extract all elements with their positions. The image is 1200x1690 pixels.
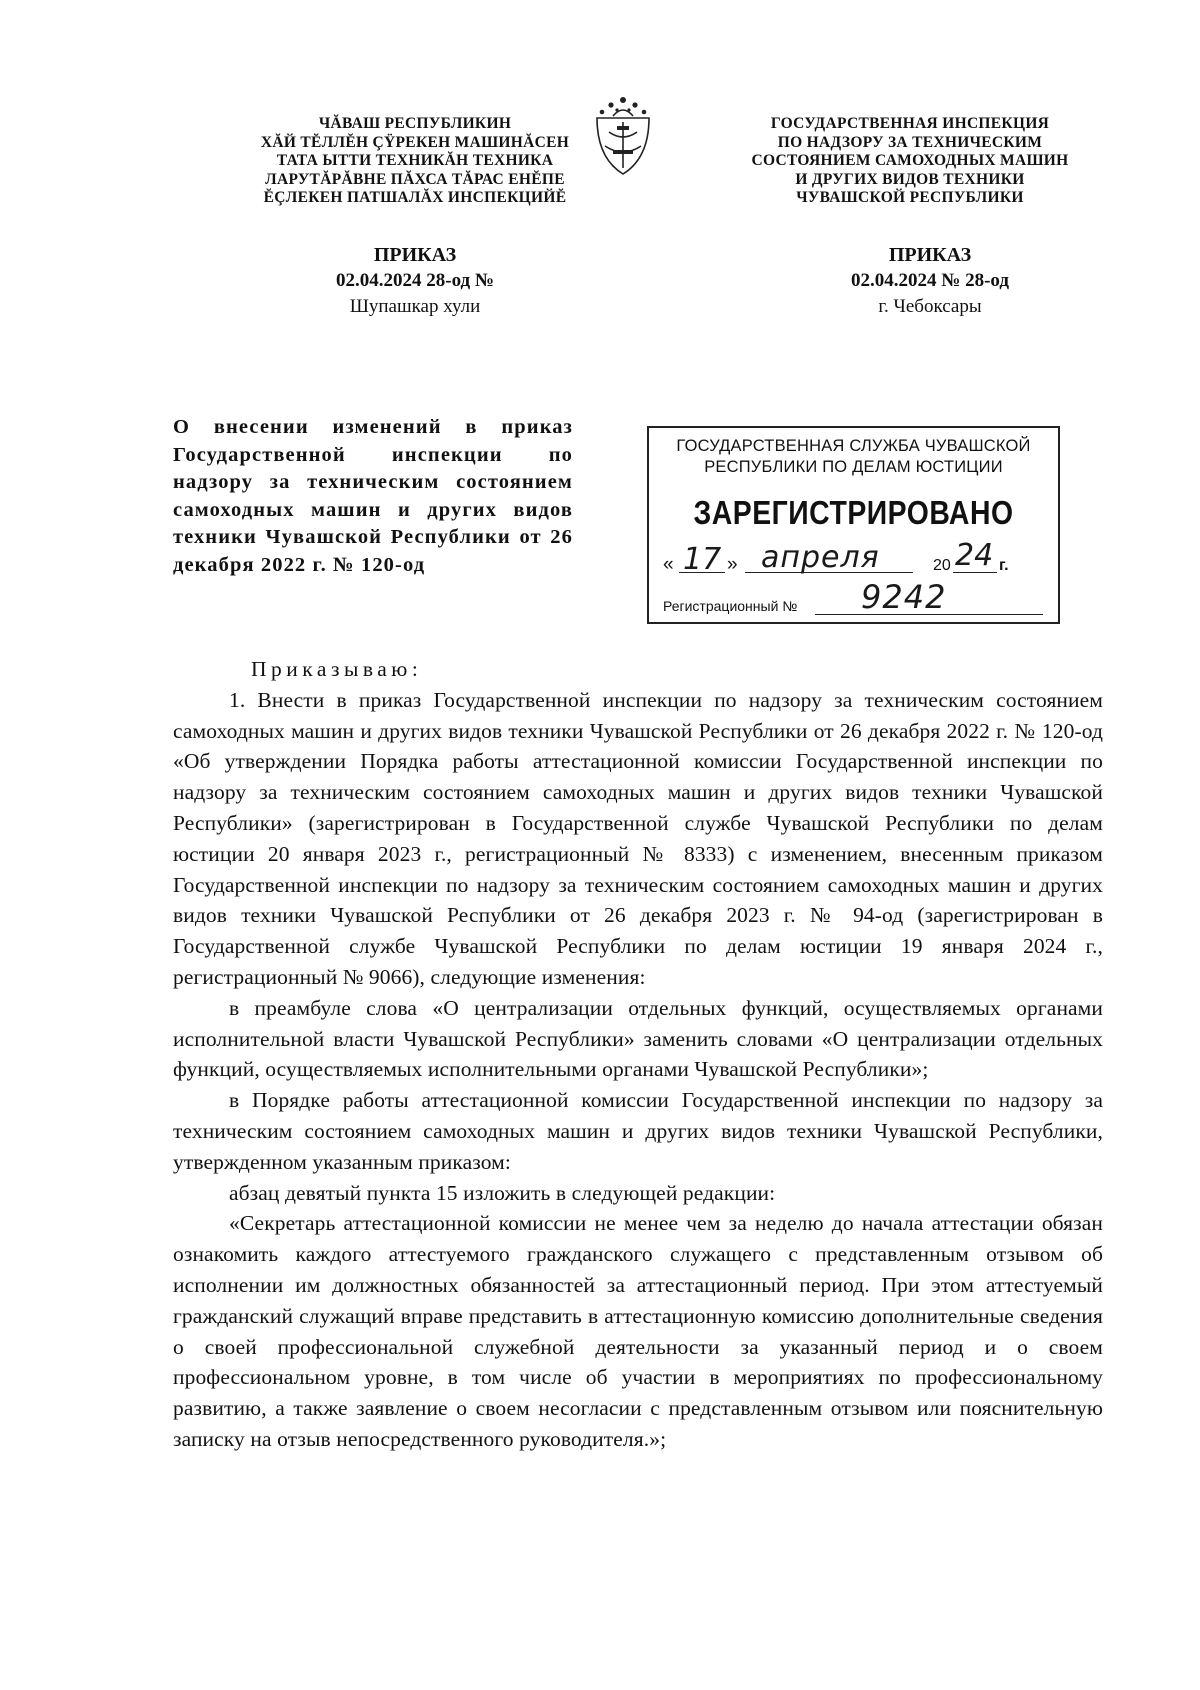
body-paragraph-1: 1. Внести в приказ Государственной инспекции по надзору за техническим состоянием самоходных машин и других видов техники Чувашской Республики от 26 декабря 2022 г. № 120-од «Об утверждении Порядка работы аттестационной комиссии Государственной инспекции по надзору за техническим состоянием самоходных машин и других видов техники Чувашской Республики» (зарегистрирован в Государственной службе Чувашской Республики по делам юстиции 20 января 2023 г., регистрационный № 8333) с изменением, внесенным приказом Государственной инспекции по надзору за техническим состоянием самоходных машин и других видов техники Чувашской Республики от 26 декабря 2023 г. № 94-од (зарегистрирован в Государственной службе Чувашской Республики по делам юстиции 19 января 2024 г., регистрационный № 9066), следующие изменения: bbox=[173, 687, 1103, 989]
header-russian-agency-name: ГОСУДАРСТВЕННАЯ ИНСПЕКЦИЯ ПО НАДЗОРУ ЗА ТЕХНИЧЕСКИМ СОСТОЯНИЕМ САМОХОДНЫХ МАШИН И ДРУГИХ ВИДОВ ТЕХНИКИ ЧУВАШСКОЙ РЕСПУБЛИКИ bbox=[751, 115, 1069, 206]
order-date-number: 02.04.2024 № 28-од bbox=[851, 270, 1009, 291]
order-city: Шупашкар хули bbox=[349, 296, 481, 317]
order-directive: Приказываю: bbox=[251, 657, 423, 681]
stamp-reg-label: Регистрационный № bbox=[663, 598, 798, 614]
stamp-year-handwritten: 24 bbox=[955, 538, 994, 573]
body-paragraph-5: «Секретарь аттестационной комиссии не менее чем за неделю до начала аттестации обязан ознакомить каждого аттестуемого гражданского служащего с представленным отзывом об исполнении им должностных обязанностей за аттестационный период. При этом аттестуемый гражданский служащий вправе представить в аттестационную комиссию дополнительные сведения о своей профессиональной служебной деятельности за указанный период и о своем профессиональном уровне, в том числе об участии в мероприятиях по профессиональному развитию, а также заявление о своем несогласии с представленным отзывом или пояснительную записку на отзыв непосредственного руководителя.»; bbox=[173, 1211, 1103, 1451]
order-title: ПРИКАЗ bbox=[373, 244, 457, 266]
stamp-close-quote: » bbox=[727, 554, 738, 575]
stamp-month-handwritten: апреля bbox=[761, 540, 880, 575]
order-date-number: 02.04.2024 28-од № bbox=[336, 270, 494, 291]
order-city: г. Чебоксары bbox=[878, 296, 982, 317]
stamp-year-prefix: 20 bbox=[933, 557, 951, 574]
stamp-year-unit: г. bbox=[999, 557, 1009, 574]
body-paragraph-3: в Порядке работы аттестационной комиссии Государственной инспекции по надзору за техническим состоянием самоходных машин и других видов техники Чувашской Республики, утвержденном указанным приказом: bbox=[173, 1088, 1103, 1174]
stamp-regnum-handwritten: 9242 bbox=[861, 578, 947, 616]
header-chuvash-agency-name: ЧĂВАШ РЕСПУБЛИКИН ХĂЙ ТĔЛЛĔН ÇŸРЕКЕН МАШИНĂСЕН ТАТА ЫТТИ ТЕХНИКĂН ТЕХНИКА ЛАРУТĂРĂВНЕ ПĂХСА ТĂРАС ЕНĔПЕ ĔÇЛЕКЕН ПАТШАЛĂХ ИНСПЕКЦИЙĔ bbox=[260, 115, 570, 206]
stamp-date-row bbox=[663, 538, 1048, 580]
stamp-agency: ГОСУДАРСТВЕННАЯ СЛУЖБА ЧУВАШСКОЙ РЕСПУБЛИКИ ПО ДЕЛАМ ЮСТИЦИИ bbox=[676, 437, 1031, 476]
body-paragraph-2: в преамбуле слова «О централизации отдельных функций, осуществляемых органами исполнительной власти Чувашской Республики» заменить словами «О централизации отдельных функций, осуществляемых исполнительными органами Чувашской Республики»; bbox=[173, 995, 1103, 1082]
registration-stamp bbox=[647, 426, 1060, 624]
order-header-russian bbox=[765, 242, 1095, 320]
order-header-chuvash bbox=[245, 242, 585, 320]
stamp-day-handwritten: 17 bbox=[683, 542, 722, 577]
stamp-registered-label: ЗАРЕГИСТРИРОВАНО bbox=[693, 494, 1014, 531]
order-subject: О внесении изменений в приказ Государственной инспекции по надзору за техническим состоянием самоходных машин и других видов техники Чувашской Республики от 26 декабря 2022 г. № 120-од bbox=[173, 416, 573, 576]
body-paragraph-4: абзац девятый пункта 15 изложить в следующей редакции: bbox=[229, 1180, 776, 1205]
stamp-regnum-row bbox=[663, 578, 1048, 618]
republic-emblem-icon bbox=[587, 92, 659, 178]
order-body bbox=[173, 654, 1103, 1455]
stamp-open-quote: « bbox=[663, 554, 674, 575]
order-title: ПРИКАЗ bbox=[888, 244, 972, 266]
